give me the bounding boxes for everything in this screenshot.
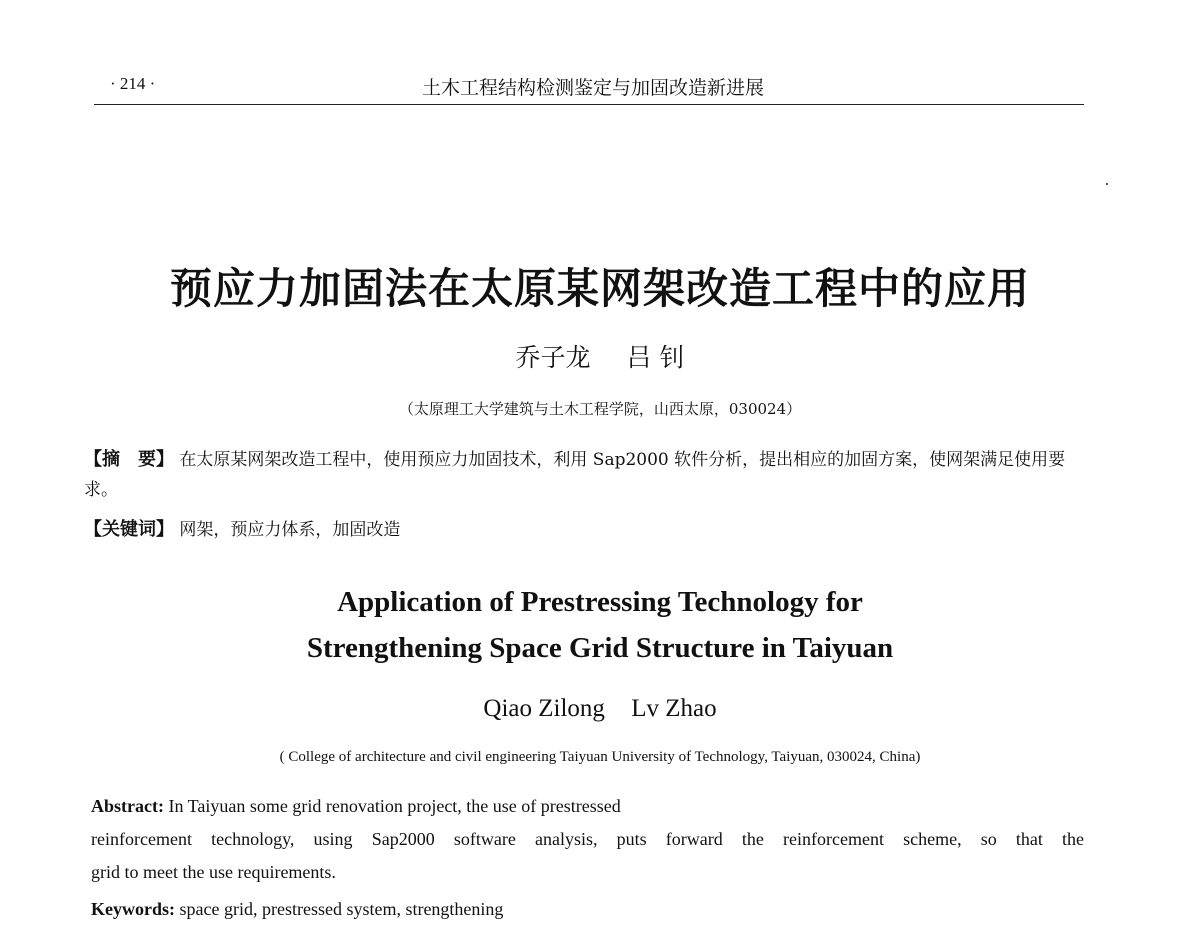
chinese-abstract-label: 【摘 要】 bbox=[84, 449, 174, 470]
english-title-line-1: Application of Prestressing Technology for bbox=[337, 586, 863, 618]
english-title-line-2: Strengthening Space Grid Structure in Taiyuan bbox=[306, 632, 894, 664]
chinese-abstract bbox=[84, 445, 1084, 505]
english-abstract-line-3: grid to meet the use requirements. bbox=[91, 862, 336, 882]
scan-speck bbox=[1106, 183, 1108, 185]
english-abstract-label: Abstract: bbox=[91, 796, 164, 816]
english-abstract-line-2: reinforcement technology, using Sap2000 software analysis, puts forward the reinforcement scheme, so that the bbox=[91, 829, 1084, 849]
chinese-author-1: 乔子龙 bbox=[515, 343, 591, 372]
english-keywords-text: space grid, prestressed system, strengthening bbox=[179, 899, 504, 919]
chinese-title: 预应力加固法在太原某网架改造工程中的应用 bbox=[169, 264, 1030, 313]
english-abstract bbox=[91, 790, 1084, 889]
running-header bbox=[94, 68, 1084, 105]
english-keywords-label: Keywords: bbox=[91, 899, 175, 919]
journal-title: 土木工程结构检测鉴定与加固改造新进展 bbox=[421, 77, 764, 99]
chinese-affiliation: （太原理工大学建筑与土木工程学院，山西太原，030024） bbox=[398, 400, 802, 418]
english-abstract-text-1: In Taiyuan some grid renovation project, the use of prestressed bbox=[168, 796, 621, 816]
chinese-abstract-text: 在太原某网架改造工程中，使用预应力加固技术，利用 Sap2000 软件分析，提出相应的加固方案，使网架满足使用要求。 bbox=[84, 450, 1066, 500]
chinese-keywords-label: 【关键词】 bbox=[84, 519, 174, 540]
english-affiliation: ( College of architecture and civil engineering Taiyuan University of Technology, Taiyuan, 030024, China) bbox=[279, 749, 921, 765]
english-author-2: Lv Zhao bbox=[631, 695, 717, 722]
english-abstract-line-1 bbox=[91, 790, 1084, 823]
chinese-keywords-text: 网架，预应力体系，加固改造 bbox=[179, 520, 401, 540]
english-authors bbox=[0, 695, 1200, 723]
chinese-authors bbox=[0, 338, 1200, 374]
chinese-author-2: 吕 钊 bbox=[626, 343, 685, 372]
english-author-1: Qiao Zilong bbox=[483, 695, 605, 722]
chinese-keywords bbox=[84, 515, 1084, 545]
page-number: · 214 · bbox=[110, 74, 156, 93]
english-keywords bbox=[91, 893, 1084, 926]
